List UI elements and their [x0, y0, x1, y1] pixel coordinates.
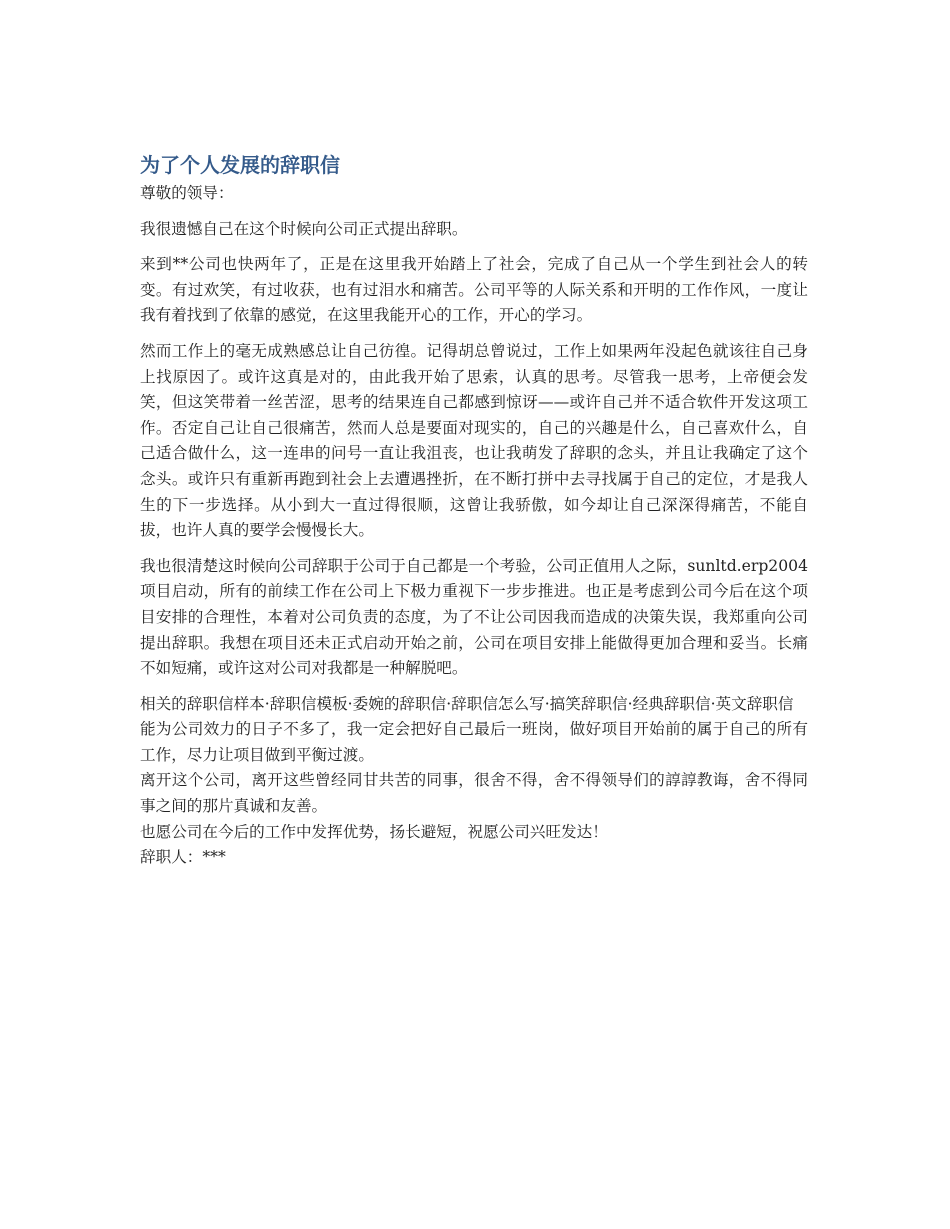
- salutation: 尊敬的领导：: [140, 184, 234, 202]
- paragraph-reflection: 然而工作上的毫无成熟感总让自己彷徨。记得胡总曾说过，工作上如果两年没起色就该往自己身上找原因了。或许这真是对的，由此我开始了思索，认真的思考。尽管我一思考，上帝便会发笑，但这笑带着一丝苦涩，思考的结果连自己都感到惊讶——或许自己并不适合软件开发这项工作。否定自己让自己很痛苦，然而人总是要面对现实的，自己的兴趣是什么，自己喜欢什么，自己适合做什么，这一连串的问号一直让我沮丧，也让我萌发了辞职的念头，并且让我确定了这个念头。或许只有重新再跑到社会上去遭遇挫折，在不断打拼中去寻找属于自己的定位，才是我人生的下一步选择。从小到大一直过得很顺，这曾让我骄傲，如今却让自己深深得痛苦，不能自拔，也许人真的要学会慢慢长大。: [140, 341, 808, 540]
- closing-line-wishes: 也愿公司在今后的工作中发挥优势，扬长避短，祝愿公司兴旺发达！: [140, 822, 608, 841]
- signature: 辞职人：***: [140, 848, 226, 867]
- letter-page: [140, 150, 808, 871]
- paragraph-project: 我也很清楚这时候向公司辞职于公司于自己都是一个考验，公司正值用人之际，sunltd.erp2004项目启动，所有的前续工作在公司上下极力重视下一步步推进。也正是考虑到公司今后在这个项目安排的合理性，本着对公司负责的态度，为了不让公司因我而造成的决策失误，我郑重向公司提出辞职。我想在项目还未正式启动开始之前，公司在项目安排上能做得更加合理和妥当。长痛不如短痛，或许这对公司对我都是一种解脱吧。: [140, 556, 808, 678]
- closing-line-handover: 能为公司效力的日子不多了，我一定会把好自己最后一班岗，做好项目开始前的属于自己的所有工作，尽力让项目做到平衡过渡。: [140, 720, 808, 764]
- paragraph-experience: 来到**公司也快两年了，正是在这里我开始踏上了社会，完成了自己从一个学生到社会人的转变。有过欢笑，有过收获，也有过泪水和痛苦。公司平等的人际关系和开明的工作作风，一度让我有着找到了依靠的感觉，在这里我能开心的工作，开心的学习。: [140, 255, 808, 325]
- paragraph-regret: 我很遗憾自己在这个时候向公司正式提出辞职。: [140, 219, 468, 238]
- document-title: 为了个人发展的辞职信: [140, 153, 340, 177]
- related-links-text: 相关的辞职信样本·辞职信模板·委婉的辞职信·辞职信怎么写·搞笑辞职信·经典辞职信·英文辞职信: [140, 694, 794, 713]
- closing-line-farewell: 离开这个公司，离开这些曾经同甘共苦的同事，很舍不得，舍不得领导们的諄諄教诲，舍不得同事之间的那片真诚和友善。: [140, 771, 808, 816]
